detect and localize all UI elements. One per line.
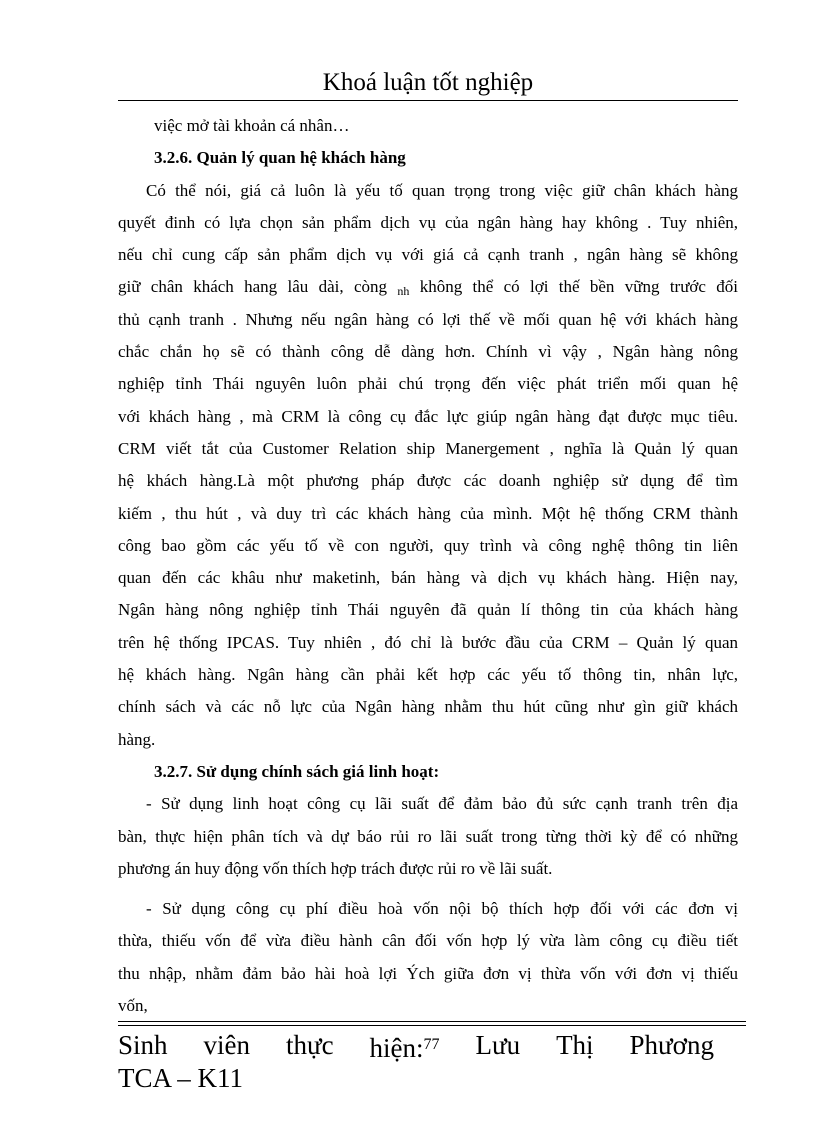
text-line: nếu chỉ cung cấp sản phẩm dịch vụ với giá cả cạnh tranh , ngân hàng sẽ không [118, 245, 738, 265]
text-line: chính sách và các nỗ lực của Ngân hàng nhằm thu hút cũng như gìn giữ khách [118, 697, 738, 717]
footer-word: hiện: [369, 1033, 424, 1063]
text-line: chắc chắn họ sẽ có thành công dễ dàng hơn. Chính vì vậy , Ngân hàng nông [118, 342, 738, 362]
paragraph-crm [118, 175, 738, 756]
text-line: CRM viết tắt của Customer Relation ship Manergement , nghĩa là Quản lý quan [118, 438, 738, 458]
intro-line: việc mở tài khoản cá nhân… [154, 116, 350, 135]
text-line: hệ khách hàng. Ngân hàng cần phải kết hợp các yếu tố thông tin, nhân lực, [118, 665, 738, 685]
footer-word: Thị [556, 1030, 594, 1060]
footer-word-with-page [370, 1030, 440, 1063]
footer-word: Phương [629, 1030, 714, 1060]
text-line: với khách hàng , mà CRM là công cụ đắc lực giúp ngân hàng đạt được mục tiêu. [118, 406, 738, 426]
text-line: Ngân hàng nông nghiệp tỉnh Thái nguyên đã quản lí thông tin của khách hàng [118, 600, 738, 620]
text-line [118, 271, 738, 303]
text-line: kiếm , thu hút , và duy trì các khách hàng của mình. Một hệ thống CRM thành [118, 503, 738, 523]
text-line: - Sử dụng linh hoạt công cụ lãi suất để đảm bảo đủ sức cạnh tranh trên địa [146, 794, 738, 814]
text-line: thừa, thiếu vốn để vừa điều hành cân đối vốn hợp lý vừa làm công cụ điều tiết [118, 931, 738, 951]
text-line: quyết đinh có lựa chọn sản phẩm dịch vụ của ngân hàng hay không . Tuy nhiên, [118, 212, 738, 232]
footer-word: viên [203, 1030, 250, 1060]
text-line: vốn, [118, 996, 148, 1016]
footer-word: Lưu [475, 1030, 521, 1060]
paragraph-interest-rate [118, 788, 738, 885]
text-line: nghiệp tỉnh Thái nguyên luôn phải chú trọng đến việc phát triển mối quan hệ [118, 374, 738, 394]
text-line: quan đến các khâu như maketinh, bán hàng và dịch vụ khách hàng. Hiện nay, [118, 568, 738, 588]
document-body [118, 110, 738, 1022]
page-number: 77 [423, 1036, 440, 1053]
subscript-text: nh [397, 284, 410, 299]
footer-double-rule [118, 1021, 746, 1026]
text-line: - Sử dụng công cụ phí điều hoà vốn nội bộ thích hợp đối với các đơn vị [146, 899, 738, 919]
text-line: phương án huy động vốn thích hợp trách được rủi ro về lãi suất. [118, 858, 553, 878]
section-heading-3-2-6: 3.2.6. Quản lý quan hệ khách hàng [154, 148, 406, 168]
text-line: hệ khách hàng.Là một phương pháp được các doanh nghiệp sử dụng để tìm [118, 471, 738, 491]
page-footer [118, 1030, 714, 1093]
footer-word: Sinh [118, 1030, 168, 1060]
text-line: thu nhập, nhằm đảm bảo hài hoà lợi Ých giữa đơn vị thừa vốn với đơn vị thiếu [118, 963, 738, 983]
section-heading-3-2-7: 3.2.7. Sử dụng chính sách giá linh hoạt: [154, 761, 440, 781]
text-line: công bao gồm các yếu tố về con người, quy trình và công nghệ thông tin liên [118, 535, 738, 555]
text-line-part: giữ chân khách hang lâu dài, còng [118, 277, 388, 297]
text-line: bàn, thực hiện phân tích và dự báo rủi ro lãi suất trong từng thời kỳ để có những [118, 826, 738, 846]
text-line: hàng. [118, 729, 156, 749]
paragraph-internal-fee [118, 893, 738, 1022]
footer-author-line [118, 1030, 714, 1063]
text-line: Có thể nói, giá cả luôn là yếu tố quan trọng trong việc giữ chân khách hàng [146, 180, 738, 200]
footer-class-line: TCA – K11 [118, 1063, 244, 1093]
paragraph-gap [118, 885, 738, 893]
header-title: Khoá luận tốt nghiệp [322, 69, 534, 96]
page-header [118, 68, 738, 101]
text-line: thủ cạnh tranh . Nhưng nếu ngân hàng có lợi thế về mối quan hệ với khách hàng [118, 309, 738, 329]
text-line: trên hệ thống IPCAS. Tuy nhiên , đó chỉ là bước đầu của CRM – Quản lý quan [118, 632, 738, 652]
text-line-part: không thể có lợi thế bền vững trước đối [409, 277, 738, 297]
footer-word: thực [285, 1030, 334, 1060]
